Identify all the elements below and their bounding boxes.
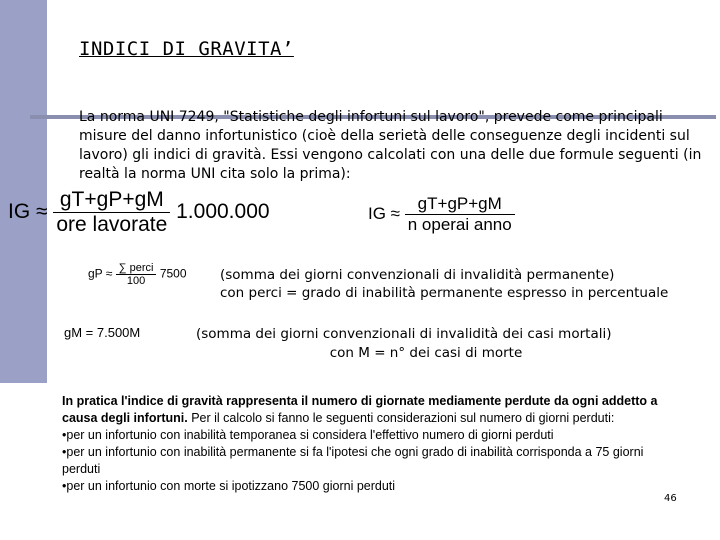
formula-gm: gM = 7.500M: [64, 325, 141, 340]
formula-fraction: [116, 262, 157, 287]
formula-lhs: IG ≈: [368, 203, 400, 223]
gp-note-line1: (somma dei giorni convenzionali di invalidità permanente): [220, 267, 615, 283]
formula-ig-operai: [368, 194, 515, 235]
bullet-permanente: •per un infortunio con inabilità permanente si fa l'ipotesi che ogni grado di inabilità corrisponda a 75 giorni perduti: [62, 445, 644, 476]
formula-fraction: [53, 188, 170, 237]
formula-denominator: 100: [116, 274, 157, 287]
formula-denominator: ore lavorate: [53, 212, 170, 237]
formula-lhs: gP ≈: [88, 266, 113, 281]
formula-factor: 1.000.000: [176, 200, 270, 224]
explanation-rest: Per il calcolo si fanno le seguenti considerazioni sul numero di giorni perduti:: [187, 411, 615, 425]
gp-note: [220, 266, 668, 302]
gp-note-line2: con perci = grado di inabilità permanente espresso in percentuale: [220, 285, 669, 301]
gm-note-line2: con M = n° dei casi di morte: [329, 345, 523, 361]
formula-ig-ore: [8, 188, 270, 237]
intro-paragraph: La norma UNI 7249, "Statistiche degli infortuni sul lavoro", prevede come principali misure del danno infortunistico (cioè della serietà delle conseguenze degli incidenti sul lavoro) gli indici di gravità. Essi vengono calcolati con una delle due formule seguenti (in realtà la norma UNI cita solo la prima):: [79, 109, 702, 182]
explanation-intro: [62, 393, 682, 427]
formula-fraction: [405, 194, 515, 235]
explanation-paragraph: [62, 393, 682, 495]
bullet-morte: •per un infortunio con morte si ipotizzano 7500 giorni perduti: [62, 479, 396, 493]
slide-title: INDICI DI GRAVITA’: [79, 38, 294, 60]
formula-numerator: ∑ perci: [118, 262, 154, 274]
formula-numerator: gT+gP+gM: [417, 194, 502, 213]
formula-denominator: n operai anno: [405, 214, 515, 235]
explanation-bold: In pratica l'indice di gravità rappresenta il numero di giornate mediamente perdute da ogni addetto a causa degli infortuni.: [62, 394, 658, 425]
page-number: 46: [664, 493, 677, 504]
formula-gp: [88, 262, 187, 287]
formula-factor: 7500: [159, 266, 187, 281]
gm-note: [196, 325, 656, 363]
gm-note-line1: (somma dei giorni convenzionali di invalidità dei casi mortali): [196, 326, 612, 342]
formula-numerator: gT+gP+gM: [59, 188, 164, 211]
bullet-temporanea: •per un infortunio con inabilità temporanea si considera l'effettivo numero di giorni perduti: [62, 428, 554, 442]
formula-lhs: IG ≈: [8, 200, 48, 224]
